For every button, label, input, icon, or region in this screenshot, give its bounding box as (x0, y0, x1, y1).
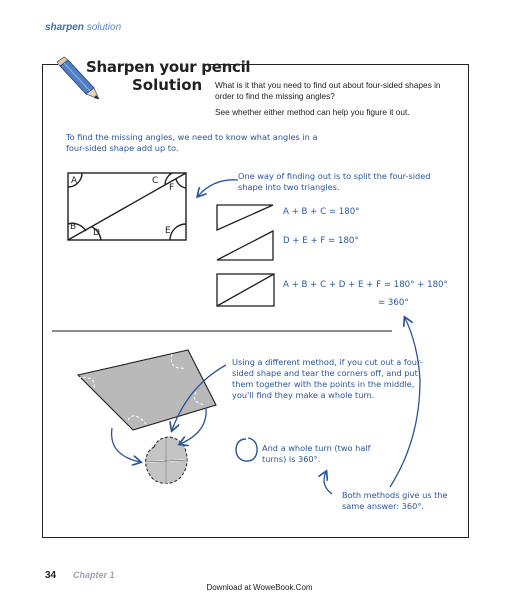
whole-turn-circle-icon (236, 438, 257, 461)
angle-label-b: B (70, 222, 77, 232)
triangle-lower (217, 231, 273, 260)
arrow-left-corner (112, 428, 140, 462)
angle-label-e: E (165, 226, 171, 236)
angle-label-f: F (169, 183, 175, 193)
chapter-label: Chapter 1 (73, 570, 115, 580)
equation-triangle-2: D + E + F = 180° (283, 236, 359, 246)
note-both-methods: Both methods give us the same answer: 360°. (342, 490, 448, 511)
section-tag-bold: sharpen (45, 22, 84, 33)
angle-label-a: A (71, 176, 78, 186)
equation-sum: A + B + C + D + E + F = 180° + 180° (283, 280, 448, 290)
sharpen-title: Sharpen your pencil (86, 58, 251, 76)
angle-label-c: C (152, 176, 159, 186)
triangle-upper (217, 205, 273, 230)
download-credit: Download at WoweBook.Com (206, 583, 313, 592)
rectangle-small (217, 274, 274, 306)
intro-instruction: See whether either method can help you figure it out. (215, 107, 410, 117)
equation-result: = 360° (378, 298, 409, 308)
note-split-method: One way of finding out is to split the four-sided shape into two triangles. (238, 171, 431, 192)
intro-text (215, 80, 455, 124)
section-tag-light: solution (86, 22, 122, 33)
arrow-both-methods (324, 472, 332, 494)
arrow-to-360 (390, 318, 420, 487)
angle-label-d: D (93, 228, 100, 238)
page-number: 34 (45, 570, 57, 581)
note-tear-method: Using a different method, if you cut out a four-sided shape and tear the corners off, and put them together with the points in the middle, you'll find they make a whole turn. (232, 357, 423, 400)
equation-triangle-1: A + B + C = 180° (283, 207, 360, 217)
arrow-to-rectangle (198, 180, 238, 196)
intro-question: What is it that you need to find out about four-sided shapes in order to find the missing angles? (215, 80, 441, 101)
note-whole-turn: And a whole turn (two half turns) is 360°. (262, 443, 371, 464)
note-find-angles: To find the missing angles, we need to know what angles in a four-sided shape add up to. (66, 132, 318, 153)
solution-title: Solution (132, 76, 203, 94)
